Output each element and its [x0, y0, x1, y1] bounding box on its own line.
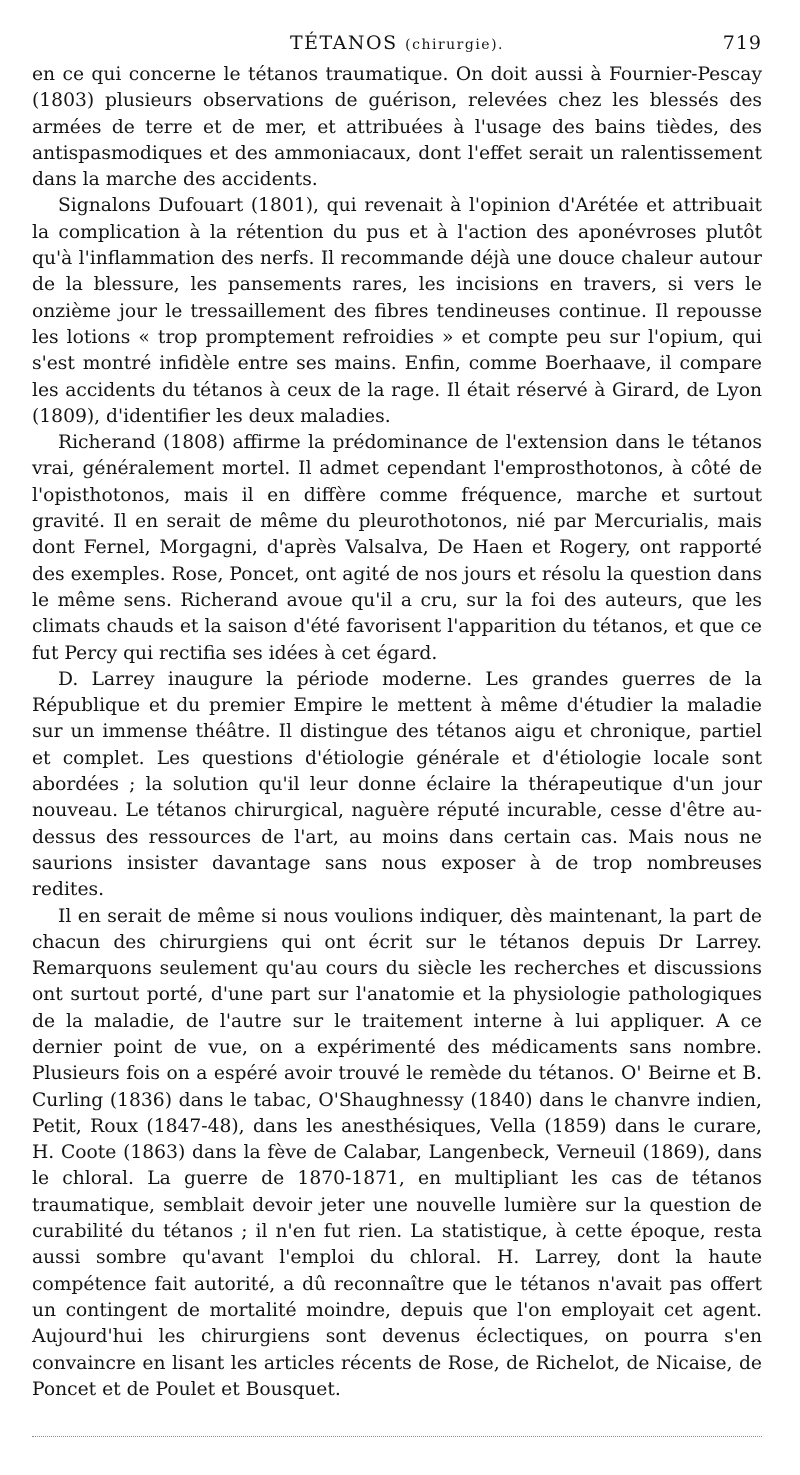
running-title-sub: (chirurgie).: [405, 37, 504, 53]
paragraph-continuation: en ce qui concerne le tétanos traumatique. On doit aussi à Fournier-Pescay (1803) plusieurs observations de guérison, relevées chez les blessés des armées de terre et de mer, et attribuées à l'usage des bains tièdes, des antispasmodiques et des ammoniacaux, dont l'effet serait un ralentissement dans la marche des accidents.: [32, 64, 762, 191]
page-number: 719: [722, 32, 762, 54]
paragraph-richerand: Richerand (1808) affirme la prédominance de l'extension dans le tétanos vrai, généralement mortel. Il admet cependant l'emprosthotonos, à côté de l'opisthotonos, mais il en diffère comme fréquence, marche et surtout gravité. Il en serait de même du pleurothotonos, nié par Mercurialis, mais dont Fernel, Morgagni, d'après Valsalva, De Haen et Rogery, ont rapporté des exemples. Rose, Poncet, ont agité de nos jours et résolu la question dans le même sens. Richerand avoue qu'il a cru, sur la foi des auteurs, que les climats chauds et la saison d'été favorisent l'apparition du tétanos, et que ce fut Percy qui rectifia ses idées à cet égard.: [32, 432, 762, 664]
running-title-main: TÉTANOS: [289, 32, 398, 54]
paragraph-dufouart: Signalons Dufouart (1801), qui revenait à l'opinion d'Arétée et attribuait la complication à la rétention du pus et à l'action des aponévroses plutôt qu'à l'inflammation des nerfs. Il recommande déjà une douce chaleur autour de la blessure, les pansements rares, les incisions en travers, si vers le onzième jour le tressaillement des fibres tendineuses continue. Il repousse les lotions « trop promptement refroidies » et compte peu sur l'opium, qui s'est montré infidèle entre ses mains. Enfin, comme Boerhaave, il compare les accidents du tétanos à ceux de la rage. Il était réservé à Girard, de Lyon (1809), d'identifier les deux maladies.: [32, 195, 762, 427]
running-head: [32, 0, 762, 56]
paragraph-chirurgiens: Il en serait de même si nous voulions indiquer, dès maintenant, la part de chacun des chirurgiens qui ont écrit sur le tétanos depuis Dr Larrey. Remarquons seulement qu'au cours du siècle les recherches et discussions ont surtout porté, d'une part sur l'anatomie et la physiologie pathologiques de la maladie, de l'autre sur le traitement interne à lui appliquer. A ce dernier point de vue, on a expérimenté des médicaments sans nombre. Plusieurs fois on a espéré avoir trouvé le remède du tétanos. O' Beirne et B. Curling (1836) dans le tabac, O'Shaughnessy (1840) dans le chanvre indien, Petit, Roux (1847-48), dans les anesthésiques, Vella (1859) dans le curare, H. Coote (1863) dans la fève de Calabar, Langenbeck, Verneuil (1869), dans le chloral. La guerre de 1870-1871, en multipliant les cas de tétanos traumatique, semblait devoir jeter une nouvelle lumière sur la question de curabilité du tétanos ; il n'en fut rien. La statistique, à cette époque, resta aussi sombre qu'avant l'emploi du chloral. H. Larrey, dont la haute compétence fait autorité, a dû reconnaître que le tétanos n'avait pas offert un contingent de mortalité moindre, depuis que l'on employait cet agent. Aujourd'hui les chirurgiens sont devenus éclectiques, on pourra s'en convaincre en lisant les articles récents de Rose, de Richelot, de Nicaise, de Poncet et de Poulet et Bousquet.: [32, 905, 762, 1400]
running-title: [32, 32, 762, 54]
book-page: [32, 0, 762, 1475]
paragraph-larrey: D. Larrey inaugure la période moderne. Les grandes guerres de la République et du premier Empire le mettent à même d'étudier la maladie sur un immense théâtre. Il distingue des tétanos aigu et chronique, partiel et complet. Les questions d'étiologie générale et d'étiologie locale sont abordées ; la solution qu'il leur donne éclaire la thérapeutique d'un jour nouveau. Le tétanos chirurgical, naguère réputé incurable, cesse d'être au-dessus des ressources de l'art, au moins dans certain cas. Mais nous ne saurions insister davantage sans nous exposer à de trop nombreuses redites.: [32, 668, 762, 901]
body-text: [32, 62, 762, 1403]
footer-dotted-rule: [32, 1436, 762, 1437]
